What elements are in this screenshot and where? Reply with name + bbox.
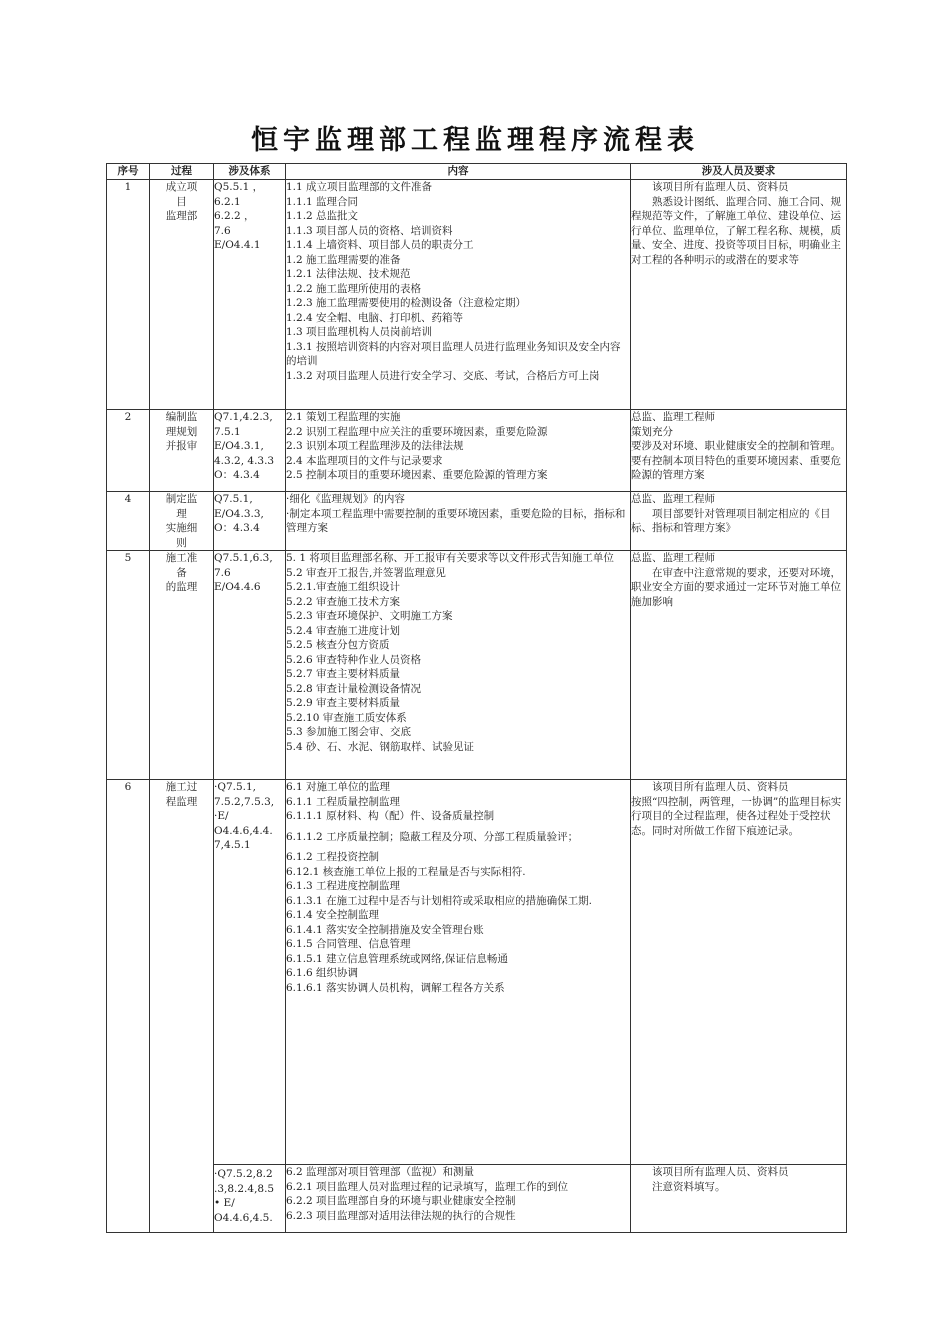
row-system: ·Q7.5.1, 7.5.2,7.5.3, ·E/ O4.4.6,4.4. 7,4.5.1 bbox=[214, 780, 286, 1165]
row-no: 5 bbox=[107, 551, 150, 780]
row-system: Q5.5.1 ， 6.2.1 6.2.2 ， 7.6 E/O4.4.1 bbox=[214, 180, 286, 410]
row-people: 总监、监理工程师 策划充分 要涉及对环境、职业健康安全的控制和管理。 要有控制本项目特色的重要环境因素、重要危险源的管理方案 bbox=[631, 410, 847, 492]
header-no: 序号 bbox=[107, 164, 150, 180]
header-content: 内容 bbox=[286, 164, 631, 180]
row-system: Q7.1,4.2.3, 7.5.1 E/O4.3.1, 4.3.2, 4.3.3 O：4.3.4 bbox=[214, 410, 286, 492]
table-row bbox=[107, 492, 847, 551]
row-process: 制定监 理 实施细 则 bbox=[150, 492, 214, 551]
row-system: Q7.5.1,6.3, 7.6 E/O4.4.6 bbox=[214, 551, 286, 780]
row-no: 2 bbox=[107, 410, 150, 492]
header-process: 过程 bbox=[150, 164, 214, 180]
process-table bbox=[106, 163, 847, 1233]
row-no: 6 bbox=[107, 780, 150, 1233]
table-row bbox=[107, 551, 847, 780]
table-row bbox=[107, 180, 847, 410]
row-no: 4 bbox=[107, 492, 150, 551]
row-content: 6.1 对施工单位的监理 6.1.1 工程质量控制监理 6.1.1.1 原材料、构（配）件、设备质量控制 6.1.1.2 工序质量控制；隐蔽工程及分项、分部工程质量验评； 6.1.2 工程投资控制 6.12.1 核查施工单位上报的工程量是否与实际相符. 6.1.3 工程进度控制监理 6.1.3.1 在施工过程中是否与计划相符或采取相应的措施确保工期. 6.1.4 安全控制监理 6.1.4.1 落实安全控制措施及安全管理台账 6.1.5 合同管理、信息管理 6.1.5.1 建立信息管理系统或网络,保证信息畅通 6.1.6 组织协调 6.1.6.1 落实协调人员机构，调解工程各方关系 bbox=[286, 780, 631, 1165]
row-system: ·Q7.5.2,8.2 .3,8.2.4,8.5 • E/ O4.4.6,4.5. bbox=[214, 1165, 286, 1233]
row-process: 成立项 目 监理部 bbox=[150, 180, 214, 410]
table-row bbox=[107, 780, 847, 1165]
row-system: Q7.5.1, E/O4.3.3, O：4.3.4 bbox=[214, 492, 286, 551]
row-content: 5. 1 将项目监理部名称、开工报审有关要求等以文件形式告知施工单位 5.2 审查开工报告,并签署监理意见 5.2.1.审查施工组织设计 5.2.2 审查施工技术方案 5.2.3 审查环境保护、文明施工方案 5.2.4 审查施工进度计划 5.2.5 核查分包方资质 5.2.6 审查特种作业人员资格 5.2.7 审查主要材料质量 5.2.8 审查计量检测设备情况 5.2.9 审查主要材料质量 5.2.10 审查施工质安体系 5.3 参加施工图会审、交底 5.4 砂、石、水泥、钢筋取样、试验见证 bbox=[286, 551, 631, 780]
page-title: 恒宇监理部工程监理程序流程表 bbox=[251, 125, 699, 156]
row-people: 总监、监理工程师 在审查中注意常规的要求，还要对环境，职业安全方面的要求通过一定环节对施工单位施加影响 bbox=[631, 551, 847, 780]
row-content: 2.1 策划工程监理的实施 2.2 识别工程监理中应关注的重要环境因素，重要危险源 2.3 识别本项工程监理涉及的法律法规 2.4 本监理项目的文件与记录要求 2.5 控制本项目的重要环境因素、重要危险源的管理方案 bbox=[286, 410, 631, 492]
row-people: 该项目所有监理人员、资料员 注意资料填写。 bbox=[631, 1165, 847, 1233]
row-content: 6.2 监理部对项目管理部（监视）和测量 6.2.1 项目监理人员对监理过程的记录填写，监理工作的到位 6.2.2 项目监理部自身的环境与职业健康安全控制 6.2.3 项目监理部对适用法律法规的执行的合规性 bbox=[286, 1165, 631, 1233]
row-people: 总监、监理工程师 项目部要针对管理项目制定相应的《目标、指标和管理方案》 bbox=[631, 492, 847, 551]
row-people: 该项目所有监理人员、资料员 熟悉设计图纸、监理合同、施工合同、规程规范等文件，了解施工单位、建设单位、运行单位、监理单位，了解工程名称、规模，质量、安全、进度、投资等项目目标，明确业主对工程的各种明示的或潜在的要求等 bbox=[631, 180, 847, 410]
header-people: 涉及人员及要求 bbox=[631, 164, 847, 180]
row-process: 施工准 备 的监理 bbox=[150, 551, 214, 780]
row-content: ·细化《监理规划》的内容 ·制定本项工程监理中需要控制的重要环境因素，重要危险的目标，指标和管理方案 bbox=[286, 492, 631, 551]
row-process: 编制监 理规划 并报审 bbox=[150, 410, 214, 492]
table-row bbox=[107, 1165, 847, 1233]
row-people: 该项目所有监理人员、资料员 按照“四控制，两管理，一协调”的监理目标实行项目的全过程监理，使各过程处于受控状态。同时对所做工作留下痕迹记录。 bbox=[631, 780, 847, 1165]
table-header-row bbox=[107, 164, 847, 180]
table-row bbox=[107, 410, 847, 492]
row-content: 1.1 成立项目监理部的文件准备 1.1.1 监理合同 1.1.2 总监批文 1.1.3 项目部人员的资格、培训资料 1.1.4 上墙资料、项目部人员的职责分工 1.2 施工监理需要的准备 1.2.1 法律法规、技术规范 1.2.2 施工监理所使用的表格 1.2.3 施工监理需要使用的检测设备（注意检定期） 1.2.4 安全帽、电脑、打印机、药箱等 1.3 项目监理机构人员岗前培训 1.3.1 按照培训资料的内容对项目监理人员进行监理业务知识及安全内容的培训 1.3.2 对项目监理人员进行安全学习、交底、考试，合格后方可上岗 bbox=[286, 180, 631, 410]
row-process: 施工过 程监理 bbox=[150, 780, 214, 1233]
row-no: 1 bbox=[107, 180, 150, 410]
header-system: 涉及体系 bbox=[214, 164, 286, 180]
